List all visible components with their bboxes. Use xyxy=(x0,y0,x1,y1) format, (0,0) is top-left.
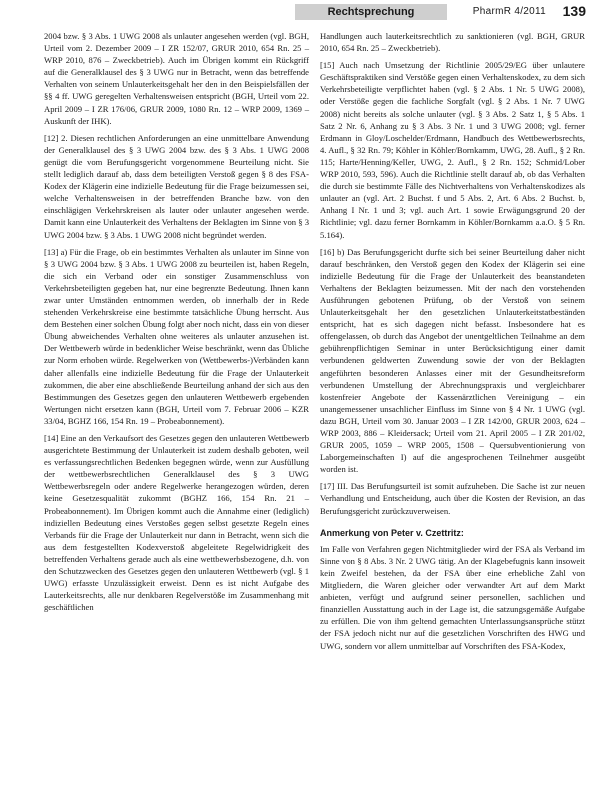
paragraph: [12] 2. Diesen rechtlichen Anforderungen an eine unmittelbare Anwendung der Generalklausel des § 3 UWG 2004 bzw. des § 3 Abs. 1 UWG 2008 genügt die vom Berufungsgericht vorgenommene Beurteilung nicht. Sie stellt lediglich darauf ab, dass dem beteiligten Verstoß gegen § 8 des FSA-Kodex der Klägerin eine indizielle Bedeutung für die Frage beizumessen sei, welche Verhaltensweisen in der betreffenden Branche bzw. von den einschlägigen Verkehrskreisen als lauter oder unlauter angesehen werde. Damit kann eine Unlauterkeit des Verhaltens der Beklagten im Sinne von § 3 UWG 2004 bzw. § 3 Abs. 1 UWG 2008 nicht begründet werden. xyxy=(44,132,309,240)
page-header xyxy=(0,0,602,26)
annotation-heading: Anmerkung von Peter v. Czettritz: xyxy=(320,527,464,538)
journal-reference: PharmR 4/2011 xyxy=(472,6,546,17)
page-number: 139 xyxy=(562,3,586,19)
annotation-text: Im Falle von Verfahren gegen Nichtmitglieder wird der FSA als Verband im Sinne von § 8 Abs. 3 Nr. 2 UWG tätig. An der Klagebefugnis kann insoweit kein Zweifel bestehen, da der FSA über eine erhebliche Zahl von Mitgliedern, die Waren gleicher oder verwandter Art auf dem Markt anbieten, verfügt und aufgrund seiner personellen, sachlichen und finanziellen Ausstattung auch in der Lage ist, die satzungsgemäße Aufgabe zu erfüllen. Die von ihm geltend gemachten Unterlassungsansprüche stützt der FSA jedoch nicht nur auf die gesetzlichen Vorschriften des HWG und UWG, sondern vor allem unmittelbar auf Vorschriften des FSA-Kodex, xyxy=(320,543,585,651)
paragraph: [17] III. Das Berufungsurteil ist somit aufzuheben. Die Sache ist zur neuen Verhandlung und Entscheidung, auch über die Kosten der Revision, an das Berufungsgericht zurückzuverweisen. xyxy=(320,481,585,516)
left-column xyxy=(44,30,309,618)
paragraph: [13] a) Für die Frage, ob ein bestimmtes Verhalten als unlauter im Sinne von § 3 UWG 2004 bzw. § 3 Abs. 1 UWG 2008 zu beurteilen ist, haben Regeln, die sich ein Verband oder ein sonstiger Zusammenschluss von Verkehrsbeteiligten gegeben hat, nur eine begrenzte Bedeutung. Ihnen kann zwar unter Umständen entnommen werden, ob innerhalb der in Rede stehenden Verkehrskreise eine bestimmte tatsächliche Übung herrscht. Aus dem Bestehen einer solchen Übung folgt aber noch nicht, dass ein von dieser Übung abweichendes Verhalten ohne weiteres als unlauter anzusehen ist. Der Wettbewerb würde in bedenklicher Weise beschränkt, wenn das Übliche zur Norm erhoben würde. Regelwerken von (Wettbewerbs-)Verbänden kann daher allenfalls eine indizielle Bedeutung für die Frage der Unlauterkeit zukommen, die aber eine abschließende Beurteilung anhand der sich aus den Bestimmungen des Gesetzes gegen den unlauteren Wettbewerb ergebenden Wertungen nicht ersetzen kann (BGH, Urteil vom 7. Februar 2006 – KZR 33/04, BGHZ 166, 154 Rn. 19 – Probeabonnement). xyxy=(44,246,309,426)
paragraph: [16] b) Das Berufungsgericht durfte sich bei seiner Beurteilung daher nicht darauf beschränken, den Verstoß gegen den Kodex der Klägerin sei eine indizielle Bedeutung für die Frage der Unlauterkeit des beanstandeten Verhaltens der Beklagten beizumessen. Mit der nach den vorstehenden Ausführungen gebotenen Prüfung, ob der Verstoß von seinem Unlauterkeitsgehalt her den gesetzlichen Unlauterkeitstatbeständen entspricht, hat es sich dagegen nicht befasst. Insbesondere hat es offengelassen, ob durch das Angebot der unentgeltlichen Teilnahme an dem gebührenpflichtigen Seminar in unter Berücksichtigung einer damit verbundenen geldwerten Zuwendung sowie der von der Beklagten angeführten besonderen Anlasses einer mit der Gesundheitsreform verbundenen Umstellung der Abrechnungspraxis und vergleichbarer kostenfreier Angebote der Kassenärztlichen Vereinigung – ein unangemessener unsachlicher Einfluss im Sinne von § 4 Nr. 1 UWG (vgl. dazu BGH, Urteil vom 30. Januar 2003 – I ZR 142/00, GRUR 2003, 624 – WRP 2003, 886 – Kleidersack; Urteil vom 21. April 2005 – I ZR 201/02, GRUR 2005, 1059 – WRP 2005, 1508 – Quersubventionierung von Laborgemeinschaften I) auf die angesprochenen Teilnehmer ausgeübt worden ist. xyxy=(320,246,585,475)
section-title: Rechtsprechung xyxy=(295,4,447,20)
paragraph: [14] Eine an den Verkaufsort des Gesetzes gegen den unlauteren Wettbewerb ausgerichtete Bestimmung der Unlauterkeit ist zudem deshalb geboten, weil es verfassungsrechtlichen Bedenken begegnen würde, wenn zur Ausfüllung der wettbewerbsrechtlichen Generalklausel des § 3 UWG Wettbewerbsregeln oder andere Regelwerke herangezogen würden, deren keine Gesetzesqualität zukommt (BGHZ 166, 154 Rn. 21 – Probeabonnement). Im Übrigen kommt auch die Annahme einer (lediglich) indiziellen Bedeutung eines Verstoßes gegen selbst gesetzte Regeln eines Verbands für die Frage der Unlauterkeit nur dann in Betracht, wenn sich die aus dem festgestellten Kodexverstoß abgeleitete Regelwidrigkeit des betreffenden Verhaltens gerade auch als eine wettbewerbsbezogene, d.h. von den Schutzzwecken des Gesetzes gegen den unlauteren Wettbewerb (vgl. § 1 UWG) erfasste Unzulässigkeit erweist. Denn es ist nicht Aufgabe des Lauterkeitsrechts, alle nur denkbaren Regelverstöße im Zusammenhang mit geschäftlichen xyxy=(44,433,309,613)
paragraph: [15] Auch nach Umsetzung der Richtlinie 2005/29/EG über unlautere Geschäftspraktiken sind Verstöße gegen einen Verhaltenskodex, zu dem sich Verkehrsbeteiligte verpflichtet haben (vgl. § 2 Abs. 1 Nr. 5 UWG 2008), oder Verstöße gegen die fachliche Sorgfalt (vgl. § 2 Abs. 1 Nr. 7 UWG 2008) nicht bereits als solche unlauter (vgl. § 3 Abs. 2 Satz 1, § 5 Abs. 1 Satz 2 Nr. 6, Anhang zu § 3 Abs. 3 Nr. 1 und 3 UWG 2008; vgl. ferner Erdmann in Gloy/Loschelder/Erdmann, Handbuch des Wettbewerbsrechts, 4. Aufl., § 32 Rn. 79; Köhler in Köhler/Bornkamm, UWG, 28. Aufl., § 2 Rn. 115; Harte/Henning/Keller, UWG, 2. Aufl., § 2 Rn. 152; Schmid/Lober WRP 2010, 593, 596). Auch die Richtlinie stellt darauf ab, ob das Verhalten die durch sie bestimmte Fälle des Nichtverhaltens von Verhaltenskodizes als unlauter an (vgl. Art. 2 Buchst. f und 5 Abs. 2, Art. 6 Abs. 2 Buchst. b, Anhang I Nr. 1 und 3; vgl. auch Art. 1 sowie Erwägungsgrund 20 der Richtlinie; vgl. dazu ferner Bornkamm in Köhler/Bornkamm a.a.O. § 5 Rn. 5.164). xyxy=(320,60,585,240)
paragraph: Handlungen auch lauterkeitsrechtlich zu sanktionieren (vgl. BGH, GRUR 2010, 654 Rn. 25 – Zweckbetrieb). xyxy=(320,31,585,54)
right-column xyxy=(320,30,585,657)
paragraph: 2004 bzw. § 3 Abs. 1 UWG 2008 als unlauter angesehen werden (vgl. BGH, Urteil vom 2. Dezember 2009 – I ZR 152/07, GRUR 2010, 654 Rn. 25 – WRP 2010, 876 – Zweckbetrieb). Auch im Übrigen kommt ein Rückgriff auf die Generalklausel des § 3 UWG nur in Betracht, wenn das betreffende Verhalten von seinem Unlauterkeitsgehalt her den in den Beispielsfällen der §§ 4 ff. UWG geregelten Verhaltensweisen entspricht (BGH, Urteil vom 22. April 2009 – I ZR 176/06, GRUR 2009, 1080 Rn. 12 – WRP 2009, 1369 – Auskunft der IHK). xyxy=(44,31,309,126)
